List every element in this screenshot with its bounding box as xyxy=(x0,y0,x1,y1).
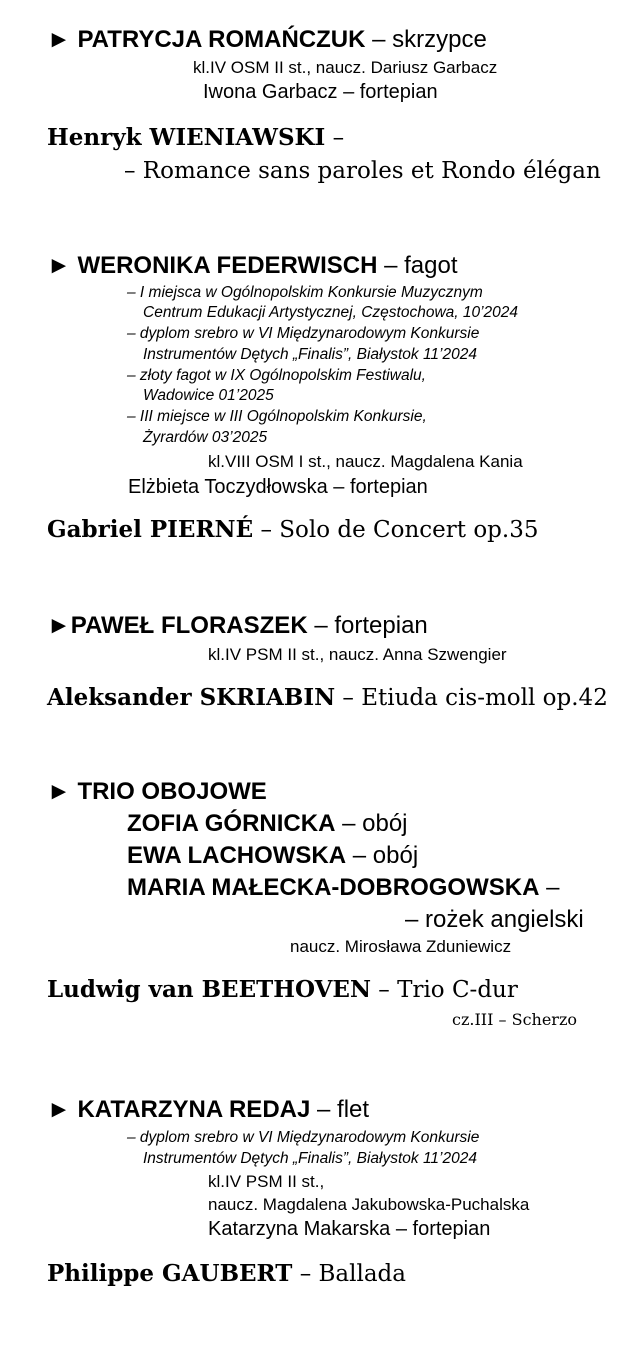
composer-line: Ludwig van BEETHOVEN – Trio C-dur xyxy=(47,976,518,1003)
composer-name: Aleksander SKRIABIN xyxy=(47,684,336,711)
marker-icon: ► xyxy=(47,1096,71,1123)
piece-title: Solo de Concert op.35 xyxy=(279,517,539,543)
class-line: kl.VIII OSM I st., naucz. Magdalena Kania xyxy=(208,452,523,471)
member-instrument: obój xyxy=(362,810,408,837)
movement-line: cz.III – Scherzo xyxy=(452,1010,578,1029)
achievement-line: Instrumentów Dętych „Finalis”, Białystok 11’2024 xyxy=(143,1150,477,1167)
marker-icon: ► xyxy=(47,778,71,805)
achievement-line: – III miejsce w III Ogólnopolskim Konkursie, xyxy=(127,408,427,425)
composer-name: Henryk WIENIAWSKI xyxy=(47,124,326,151)
class-line: kl.IV OSM II st., naucz. Dariusz Garbacz xyxy=(193,58,498,77)
performer-heading: ► KATARZYNA REDAJ – flet xyxy=(47,1096,370,1123)
member-instrument: – rożek angielski xyxy=(405,906,584,933)
performer-name: WERONIKA FEDERWISCH xyxy=(77,252,378,279)
performer-heading xyxy=(47,778,267,806)
performer-name: PAWEŁ FLORASZEK xyxy=(70,612,308,639)
marker-icon: ► xyxy=(47,26,71,53)
performer-name: PATRYCJA ROMAŃCZUK xyxy=(77,26,366,53)
member-line: ZOFIA GÓRNICKA – obój xyxy=(127,810,408,837)
composer-line: Philippe GAUBERT – Ballada xyxy=(47,1260,406,1287)
performer-heading: ► WERONIKA FEDERWISCH – fagot xyxy=(47,252,458,279)
achievement-line: – dyplom srebro w VI Międzynarodowym Konkursie xyxy=(127,325,480,342)
composer-line: Aleksander SKRIABIN – Etiuda cis-moll op.42 xyxy=(47,684,608,711)
composer-line: Gabriel PIERNÉ – Solo de Concert op.35 xyxy=(47,516,539,543)
member-name: ZOFIA GÓRNICKA xyxy=(127,810,336,837)
member-line: MARIA MAŁECKA-DOBROGOWSKA – xyxy=(127,874,560,901)
class-line: kl.IV PSM II st., xyxy=(208,1172,325,1191)
composer-name: Gabriel PIERNÉ xyxy=(47,516,254,543)
marker-icon: ► xyxy=(47,252,71,279)
performer-instrument: fagot xyxy=(404,252,458,279)
achievement-line: – złoty fagot w IX Ogólnopolskim Festiwalu, xyxy=(127,367,426,384)
piece-title: Trio C-dur xyxy=(397,977,518,1003)
member-instrument: obój xyxy=(372,842,419,869)
member-line: EWA LACHOWSKA – obój xyxy=(127,842,419,869)
performer-heading: ► PATRYCJA ROMAŃCZUK – skrzypce xyxy=(47,26,487,53)
achievement-line: Wadowice 01’2025 xyxy=(143,387,274,404)
member-name: MARIA MAŁECKA-DOBROGOWSKA xyxy=(127,874,540,901)
accompanist-line: Katarzyna Makarska – fortepian xyxy=(208,1218,491,1240)
performer-instrument: fortepian xyxy=(334,612,428,639)
accompanist-line: Elżbieta Toczydłowska – fortepian xyxy=(128,476,428,498)
piece-title: Etiuda cis-moll op.42 xyxy=(361,685,608,711)
achievement-line: Centrum Edukacji Artystycznej, Częstochowa, 10’2024 xyxy=(143,304,519,321)
achievement-line: – dyplom srebro w VI Międzynarodowym Konkursie xyxy=(127,1129,480,1146)
piece-title: – Romance sans paroles et Rondo élégan xyxy=(124,158,601,184)
performer-instrument: flet xyxy=(337,1096,370,1123)
piece-title: Ballada xyxy=(318,1261,406,1287)
teacher-line: naucz. Magdalena Jakubowska-Puchalska xyxy=(208,1195,530,1214)
composer-line: Henryk WIENIAWSKI – xyxy=(47,124,345,151)
achievement-line: Instrumentów Dętych „Finalis”, Białystok 11’2024 xyxy=(143,346,477,363)
accompanist-line: Iwona Garbacz – fortepian xyxy=(203,81,438,103)
performer-name: TRIO OBOJOWE xyxy=(77,778,267,805)
class-line: kl.IV PSM II st., naucz. Anna Szwengier xyxy=(208,645,507,664)
composer-name: Philippe GAUBERT xyxy=(47,1260,293,1287)
performer-instrument: skrzypce xyxy=(392,26,487,53)
performer-heading: ►PAWEŁ FLORASZEK – fortepian xyxy=(47,612,428,639)
achievement-line: – I miejsca w Ogólnopolskim Konkursie Muzycznym xyxy=(127,284,483,301)
composer-name: Ludwig van BEETHOVEN xyxy=(47,976,371,1003)
teacher-line: naucz. Mirosława Zduniewicz xyxy=(290,937,512,956)
performer-name: KATARZYNA REDAJ xyxy=(77,1096,311,1123)
member-name: EWA LACHOWSKA xyxy=(127,842,347,869)
achievement-line: Żyrardów 03’2025 xyxy=(143,429,268,446)
marker-icon: ► xyxy=(47,612,71,639)
